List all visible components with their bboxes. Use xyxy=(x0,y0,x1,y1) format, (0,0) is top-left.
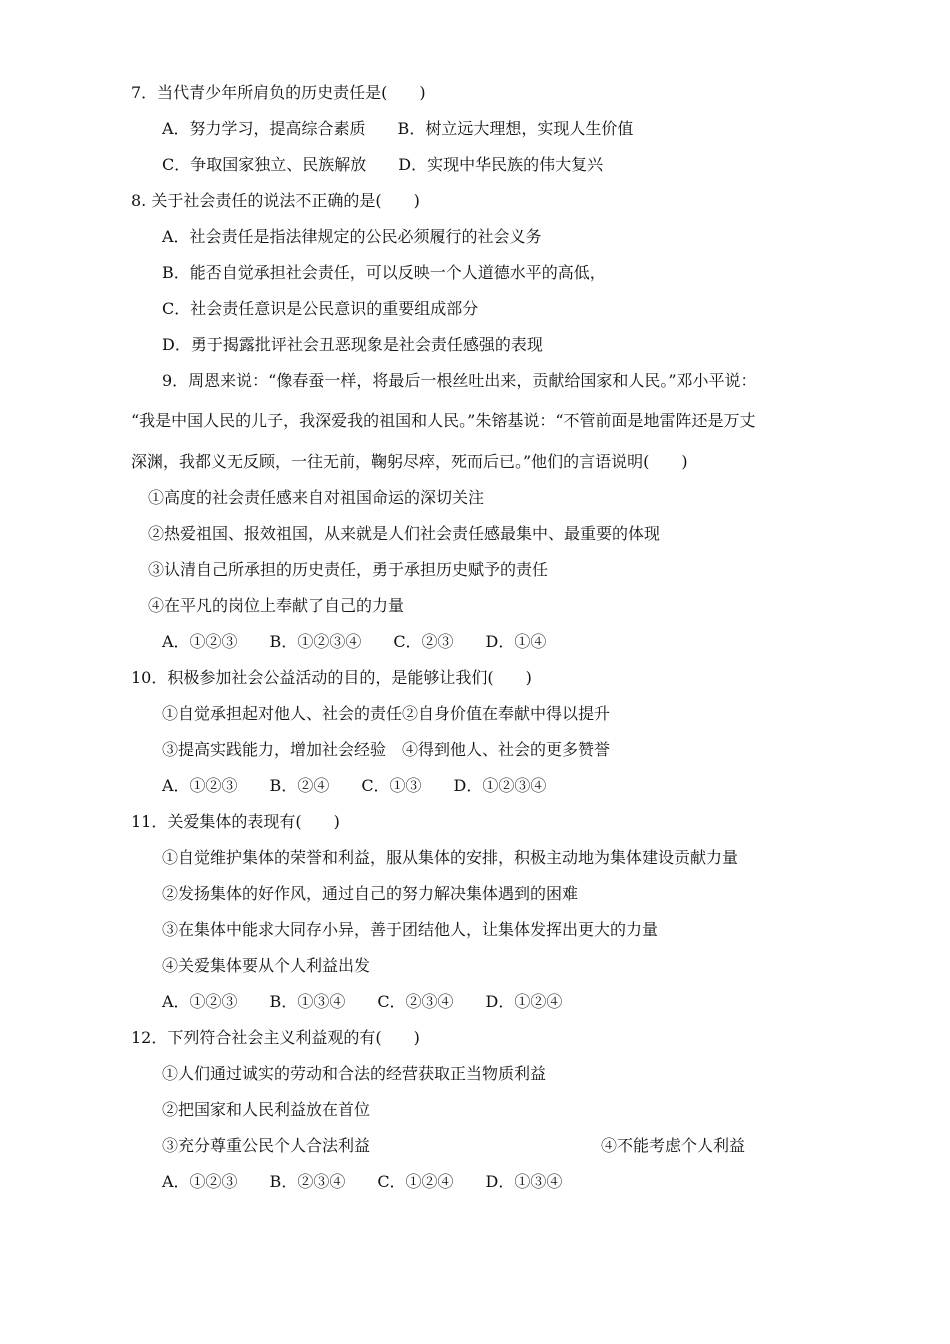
q8-option-a: A．社会责任是指法律规定的公民必须履行的社会义务 xyxy=(162,227,542,246)
q9-statement-1: ①高度的社会责任感来自对祖国命运的深切关注 xyxy=(148,488,485,507)
q8-option-c: C．社会责任意识是公民意识的重要组成部分 xyxy=(162,299,479,318)
q9-stem-line2: “我是中国人民的儿子，我深爱我的祖国和人民。”朱镕基说：“不管前面是地雷阵还是万丈 xyxy=(131,411,756,430)
q11-statement-2: ②发扬集体的好作风，通过自己的努力解决集体遇到的困难 xyxy=(162,884,579,903)
q9-statement-4: ④在平凡的岗位上奉献了自己的力量 xyxy=(148,596,405,615)
q7-stem: 7．当代青少年所肩负的历史责任是( ) xyxy=(131,83,426,102)
q7-options-row1: A．努力学习，提高综合素质 B．树立远大理想，实现人生价值 xyxy=(162,119,634,138)
q7-options-row2: C．争取国家独立、民族解放 D．实现中华民族的伟大复兴 xyxy=(162,155,604,174)
q12-stem: 12．下列符合社会主义利益观的有( ) xyxy=(131,1028,420,1047)
q12-options: A．①②③ B．②③④ C．①②④ D．①③④ xyxy=(162,1172,563,1191)
q10-stem: 10．积极参加社会公益活动的目的，是能够让我们( ) xyxy=(131,668,532,687)
q8-stem: 8. 关于社会责任的说法不正确的是( ) xyxy=(131,191,420,210)
q11-statement-4: ④关爱集体要从个人利益出发 xyxy=(162,956,371,975)
q10-statements-1-2: ①自觉承担起对他人、社会的责任②自身价值在奉献中得以提升 xyxy=(162,704,611,723)
q12-statement-3: ③充分尊重公民个人合法利益 xyxy=(162,1136,371,1155)
q9-stem-line1: 9．周恩来说：“像春蚕一样，将最后一根丝吐出来，贡献给国家和人民。”邓小平说： xyxy=(162,371,757,390)
q9-stem-line3: 深渊，我都义无反顾，一往无前，鞠躬尽瘁，死而后已。”他们的言语说明( ) xyxy=(131,452,688,471)
q12-statement-2: ②把国家和人民利益放在首位 xyxy=(162,1100,371,1119)
q11-statement-1: ①自觉维护集体的荣誉和利益，服从集体的安排，积极主动地为集体建设贡献力量 xyxy=(162,848,739,867)
q10-statements-3-4: ③提高实践能力，增加社会经验 ④得到他人、社会的更多赞誉 xyxy=(162,740,611,759)
q9-statement-3: ③认清自己所承担的历史责任，勇于承担历史赋予的责任 xyxy=(148,560,549,579)
q8-option-d: D．勇于揭露批评社会丑恶现象是社会责任感强的表现 xyxy=(162,335,543,354)
q8-option-b: B．能否自觉承担社会责任，可以反映一个人道德水平的高低， xyxy=(162,263,606,282)
q9-options: A．①②③ B．①②③④ C．②③ D．①④ xyxy=(162,632,547,651)
q11-statement-3: ③在集体中能求大同存小异，善于团结他人，让集体发挥出更大的力量 xyxy=(162,920,659,939)
q10-options: A．①②③ B．②④ C．①③ D．①②③④ xyxy=(162,776,547,795)
q9-statement-2: ②热爱祖国、报效祖国，从来就是人们社会责任感最集中、最重要的体现 xyxy=(148,524,661,543)
q11-options: A．①②③ B．①③④ C．②③④ D．①②④ xyxy=(162,992,563,1011)
q12-statement-1: ①人们通过诚实的劳动和合法的经营获取正当物质利益 xyxy=(162,1064,547,1083)
q12-statement-4: ④不能考虑个人利益 xyxy=(601,1136,746,1155)
q11-stem: 11．关爱集体的表现有( ) xyxy=(131,812,340,831)
